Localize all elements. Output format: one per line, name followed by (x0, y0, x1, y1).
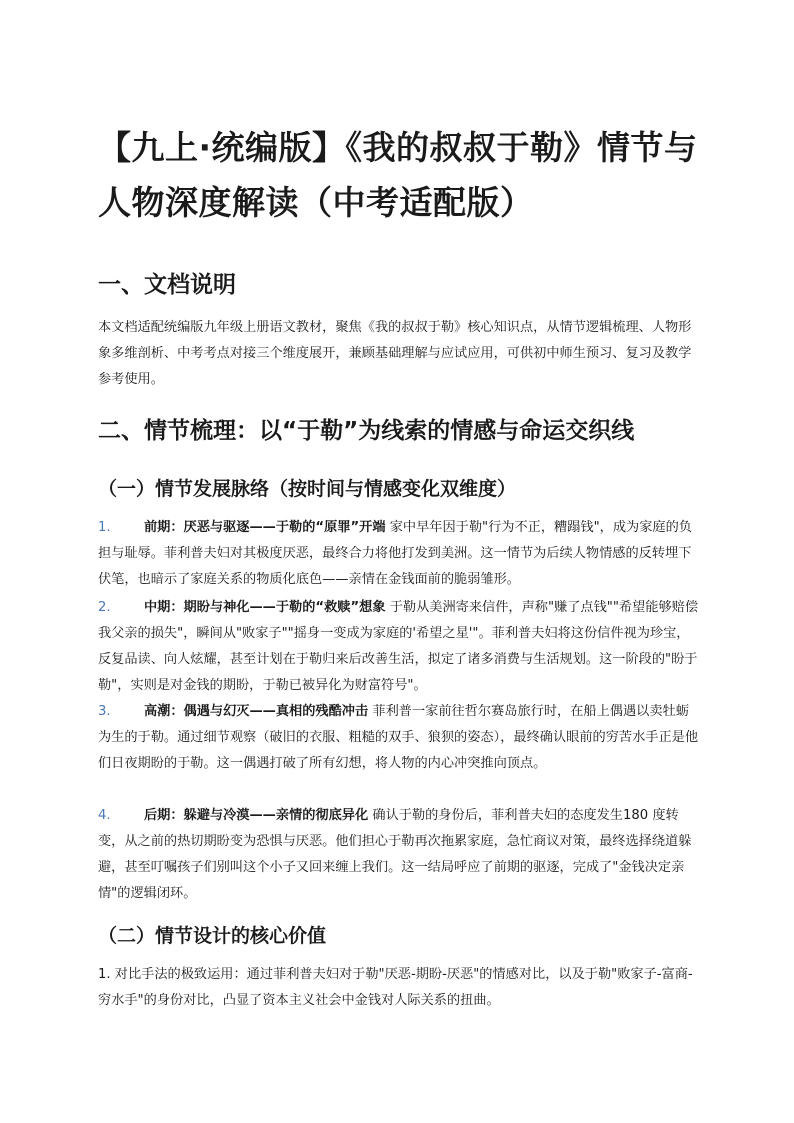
list-item (98, 595, 700, 699)
list-item (98, 515, 700, 593)
list-item-lead: 前期：厌恶与驱逐——于勒的“原罪”开端 (144, 520, 386, 535)
subsection-heading-plot-value: （二）情节设计的核心价值 (98, 925, 327, 947)
subsection-heading-plot-development: （一）情节发展脉络（按时间与情感变化双维度） (98, 478, 517, 500)
section-heading-plot: 二、情节梳理：以“于勒”为线索的情感与命运交织线 (98, 418, 635, 444)
list-item (98, 803, 700, 907)
list-item-text: 于勒从美洲寄来信件，声称"赚了点钱""希望能够赔偿我父亲的损失"，瞬间从"败家子""摇身一变成为家庭的'希望之星'"。菲利普夫妇将这份信件视为珍宝，反复品读、向人炫耀，甚至计划在于勒归来后改善生活，拟定了诸多消费与生活规划。这一阶段的"盼于勒"，实则是对金钱的期盼，于勒已被异化为财富符号"。 (98, 600, 699, 693)
list-item-lead: 高潮：偶遇与幻灭——真相的残酷冲击 (144, 704, 369, 719)
list-item-number: 2. (98, 600, 111, 615)
document-title: 【九上·统编版】《我的叔叔于勒》情节与人物深度解读（中考适配版） (98, 128, 698, 222)
plot-value-paragraph: 1. 对比手法的极致运用：通过菲利普夫妇对于勒"厌恶-期盼-厌恶"的情感对比，以及于勒"败家子-富商-穷水手"的身份对比，凸显了资本主义社会中金钱对人际关系的扭曲。 (98, 967, 693, 1008)
list-item-lead: 中期：期盼与神化——于勒的“救赎”想象 (144, 600, 386, 615)
list-item-text: 菲利普一家前往哲尔赛岛旅行时，在船上偶遇以卖牡蛎为生的于勒。通过细节观察（破旧的衣服、粗糙的双手、狼狈的姿态），最终确认眼前的穷苦水手正是他们日夜期盼的于勒。这一偶遇打破了所有幻想，将人物的内心冲突推向顶点。 (98, 704, 699, 771)
list-item-number: 3. (98, 704, 111, 719)
list-item-lead: 后期：躲避与冷漠——亲情的彻底异化 (144, 808, 369, 823)
list-item (98, 699, 700, 777)
list-item-text: 家中早年因于勒"行为不正，糟蹋钱"，成为家庭的负担与耻辱。菲利普夫妇对其极度厌恶，最终合力将他打发到美洲。这一情节为后续人物情感的反转埋下伏笔，也暗示了家庭关系的物质化底色——亲情在金钱面前的脆弱雏形。 (98, 520, 692, 587)
list-item-number: 1. (98, 520, 111, 535)
section-heading-doc-description: 一、文档说明 (98, 272, 236, 298)
doc-description-paragraph: 本文档适配统编版九年级上册语文教材，聚焦《我的叔叔于勒》核心知识点，从情节逻辑梳理、人物形象多维剖析、中考考点对接三个维度展开，兼顾基础理解与应试应用，可供初中师生预习、复习及教学参考使用。 (98, 320, 692, 387)
list-item-number: 4. (98, 808, 111, 823)
list-item-text: 确认于勒的身份后，菲利普夫妇的态度发生180 度转变，从之前的热切期盼变为恐惧与厌恶。他们担心于勒再次拖累家庭，急忙商议对策，最终选择绕道躲避，甚至叮嘱孩子们别叫这个小子又回来缠上我们。这一结局呼应了前期的驱逐，完成了"金钱决定亲情"的逻辑闭环。 (98, 808, 692, 901)
